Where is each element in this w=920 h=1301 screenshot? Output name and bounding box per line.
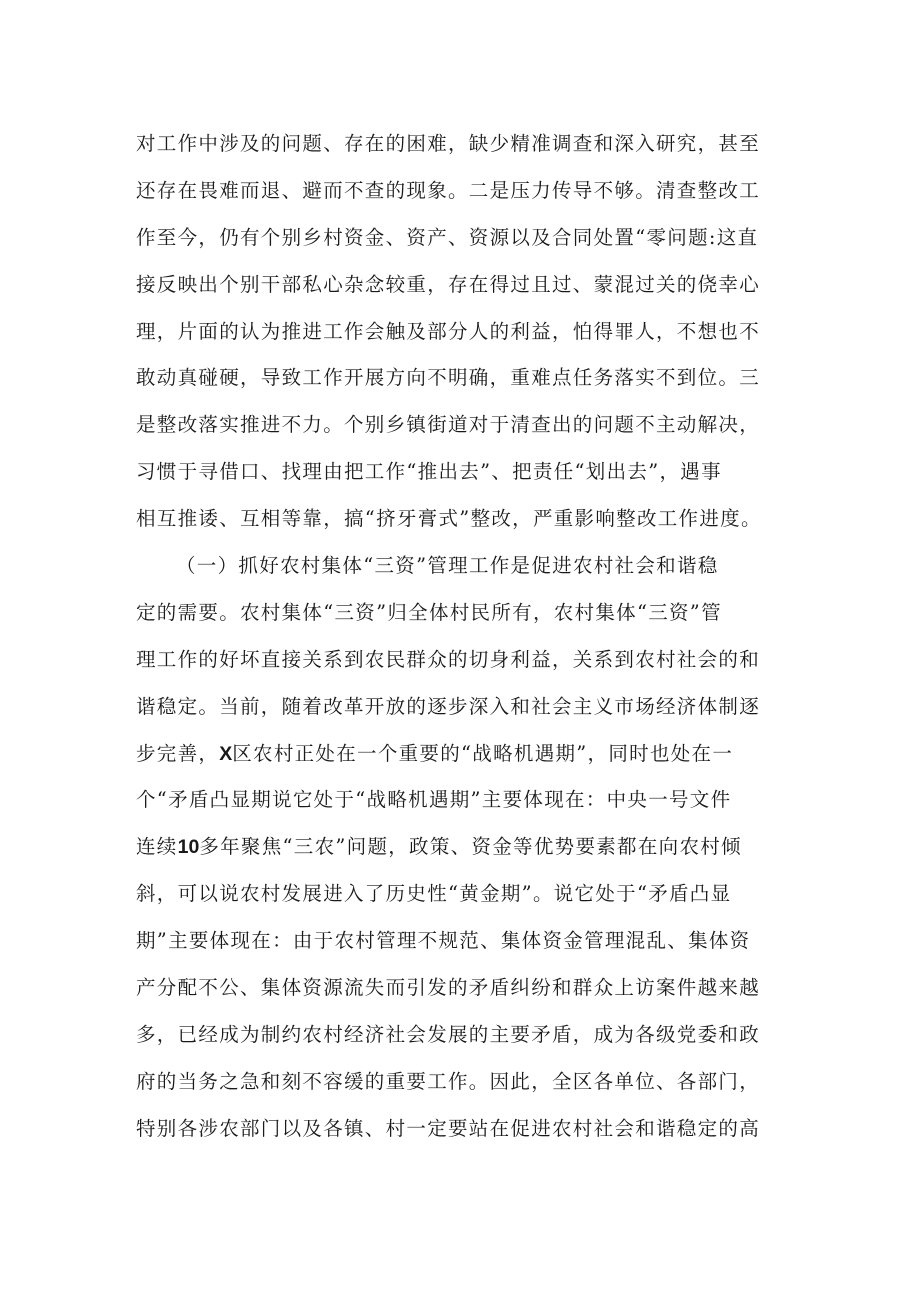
text-line: 产分配不公、集体资源流失而引发的矛盾纠纷和群众上访案件越来越 xyxy=(136,976,761,1000)
text-line: 谐稳定。当前，随着改革开放的逐步深入和社会主义市场经济体制逐 xyxy=(136,694,761,718)
text-line: 特别各涉农部门以及各镇、村一定要站在促进农村社会和谐稳定的高 xyxy=(136,1116,761,1140)
text-line xyxy=(136,824,786,871)
text-line: 斜，可以说农村发展进入了历史性“黄金期”。说它处于“矛盾凸显 xyxy=(136,882,732,906)
text-line: 定的需要。农村集体“三资”归全体村民所有，农村集体“三资”管 xyxy=(136,600,722,624)
bold-district-x: X xyxy=(219,742,233,765)
text-line: 府的当务之急和刻不容缓的重要工作。因此，全区各单位、各部门， xyxy=(136,1069,761,1093)
text-line: 多，已经成为制约农村经济社会发展的主要矛盾，成为各级党委和政 xyxy=(136,1022,761,1046)
text-segment: 多年聚焦“三农”问题，政策、资金等优势要素都在向农村倾 xyxy=(199,835,742,859)
text-line: 接反映出个别干部私心杂念较重，存在得过且过、蒙混过关的侥幸心 xyxy=(136,272,761,296)
text-line: 理，片面的认为推进工作会触及部分人的利益，怕得罪人，不想也不 xyxy=(136,319,761,343)
text-line: 是整改落实推进不力。个别乡镇街道对于清查出的问题不主动解决， xyxy=(136,413,761,437)
text-line: 还存在畏难而退、避而不查的现象。二是压力传导不够。清查整改工 xyxy=(136,178,761,202)
text-line xyxy=(136,731,786,778)
text-line: 理工作的好坏直接关系到农民群众的切身利益，关系到农村社会的和 xyxy=(136,647,761,671)
section-heading-line: （一）抓好农村集体“三资”管理工作是促进农村社会和谐稳 xyxy=(176,554,719,578)
text-segment: 区农村正处在一个重要的“战略机遇期”，同时也处在一 xyxy=(232,741,734,765)
text-line: 相互推诿、互相等靠，搞“挤牙膏式”整改，严重影响整改工作进度。 xyxy=(136,507,762,531)
text-line: 敢动真碰硬，导致工作开展方向不明确，重难点任务落实不到位。三 xyxy=(136,366,761,390)
text-line: 作至今，仍有个别乡村资金、资产、资源以及合同处置“零问题:这直 xyxy=(136,225,759,249)
text-segment: 步完善， xyxy=(136,741,220,765)
text-line: 对工作中涉及的问题、存在的困难，缺少精准调查和深入研究，甚至 xyxy=(136,132,761,155)
document-page xyxy=(136,121,786,1153)
text-line: 期”主要体现在：由于农村管理不规范、集体资金管理混乱、集体资 xyxy=(136,929,751,953)
bold-number: 10 xyxy=(177,836,200,859)
text-line: 习惯于寻借口、找理由把工作“推出去”、把责任“划出去”，遇事 xyxy=(136,460,722,484)
text-line: 个“矛盾凸显期说它处于“战略机遇期”主要体现在：中央一号文件 xyxy=(136,788,732,812)
text-segment: 连续 xyxy=(136,835,178,859)
